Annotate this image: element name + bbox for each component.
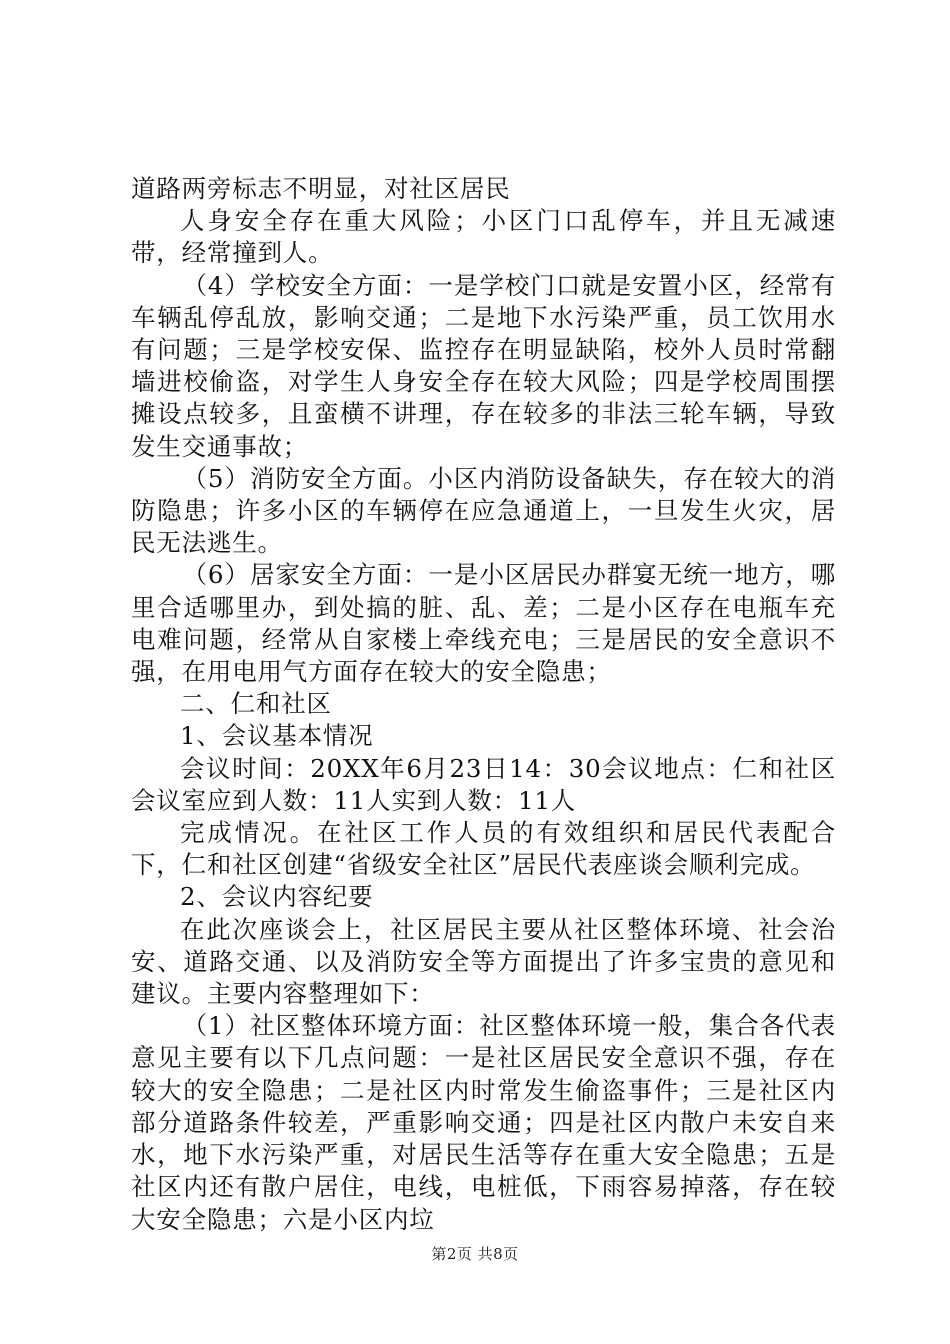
paragraph-2: 人身安全存在重大风险；小区门口乱停车，并且无减速带，经常撞到人。 bbox=[131, 206, 836, 268]
paragraph-summary-intro: 在此次座谈会上，社区居民主要从社区整体环境、社会治安、道路交通、以及消防安全等方面提出了许多宝贵的意见和建议。主要内容整理如下： bbox=[131, 914, 836, 1009]
page-number: 第2页 共8页 bbox=[431, 1245, 519, 1263]
paragraph-4: （5）消防安全方面。小区内消防设备缺失，存在较大的消防隐患；许多小区的车辆停在应急通道上，一旦发生火灾，居民无法逃生。 bbox=[131, 463, 836, 558]
paragraph-3: （4）学校安全方面：一是学校门口就是安置小区，经常有车辆乱停乱放，影响交通；二是地下水污染严重，员工饮用水有问题；三是学校安保、监控存在明显缺陷，校外人员时常翻墙进校偷盗，对学生人身安全存在较大风险；四是学校周围摆摊设点较多，且蛮横不讲理，存在较多的非法三轮车辆，导致发生交通事故； bbox=[131, 270, 836, 461]
section-heading-renhe: 二、仁和社区 bbox=[180, 689, 332, 719]
paragraph-environment: （1）社区整体环境方面：社区整体环境一般，集合各代表意见主要有以下几点问题：一是社区居民安全意识不强，存在较大的安全隐患；二是社区内时常发生偷盗事件；三是社区内部分道路条件较差，严重影响交通；四是社区内散户未安自来水，地下水污染严重，对居民生活等存在重大安全隐患；五是社区内还有散户居住，电线，电桩低，下雨容易掉落，存在较大安全隐患；六是小区内垃 bbox=[131, 1011, 836, 1234]
paragraph-5: （6）居家安全方面：一是小区居民办群宴无统一地方，哪里合适哪里办，到处搞的脏、乱、差；二是小区存在电瓶车充电难问题，经常从自家楼上牵线充电；三是居民的安全意识不强，在用电用气方面存在较大的安全隐患； bbox=[131, 560, 836, 687]
paragraph-1: 道路两旁标志不明显，对社区居民 bbox=[131, 174, 511, 203]
paragraph-completion: 完成情况。在社区工作人员的有效组织和居民代表配合下，仁和社区创建“省级安全社区”居民代表座谈会顺利完成。 bbox=[131, 818, 836, 880]
document-body bbox=[131, 173, 836, 1236]
subheading-meeting-summary: 2、会议内容纪要 bbox=[180, 882, 374, 912]
paragraph-meeting-time: 会议时间：20XX年6月23日14：30会议地点：仁和社区会议室应到人数：11人实到人数：11人 bbox=[131, 753, 836, 815]
subheading-meeting-basics: 1、会议基本情况 bbox=[180, 721, 374, 751]
